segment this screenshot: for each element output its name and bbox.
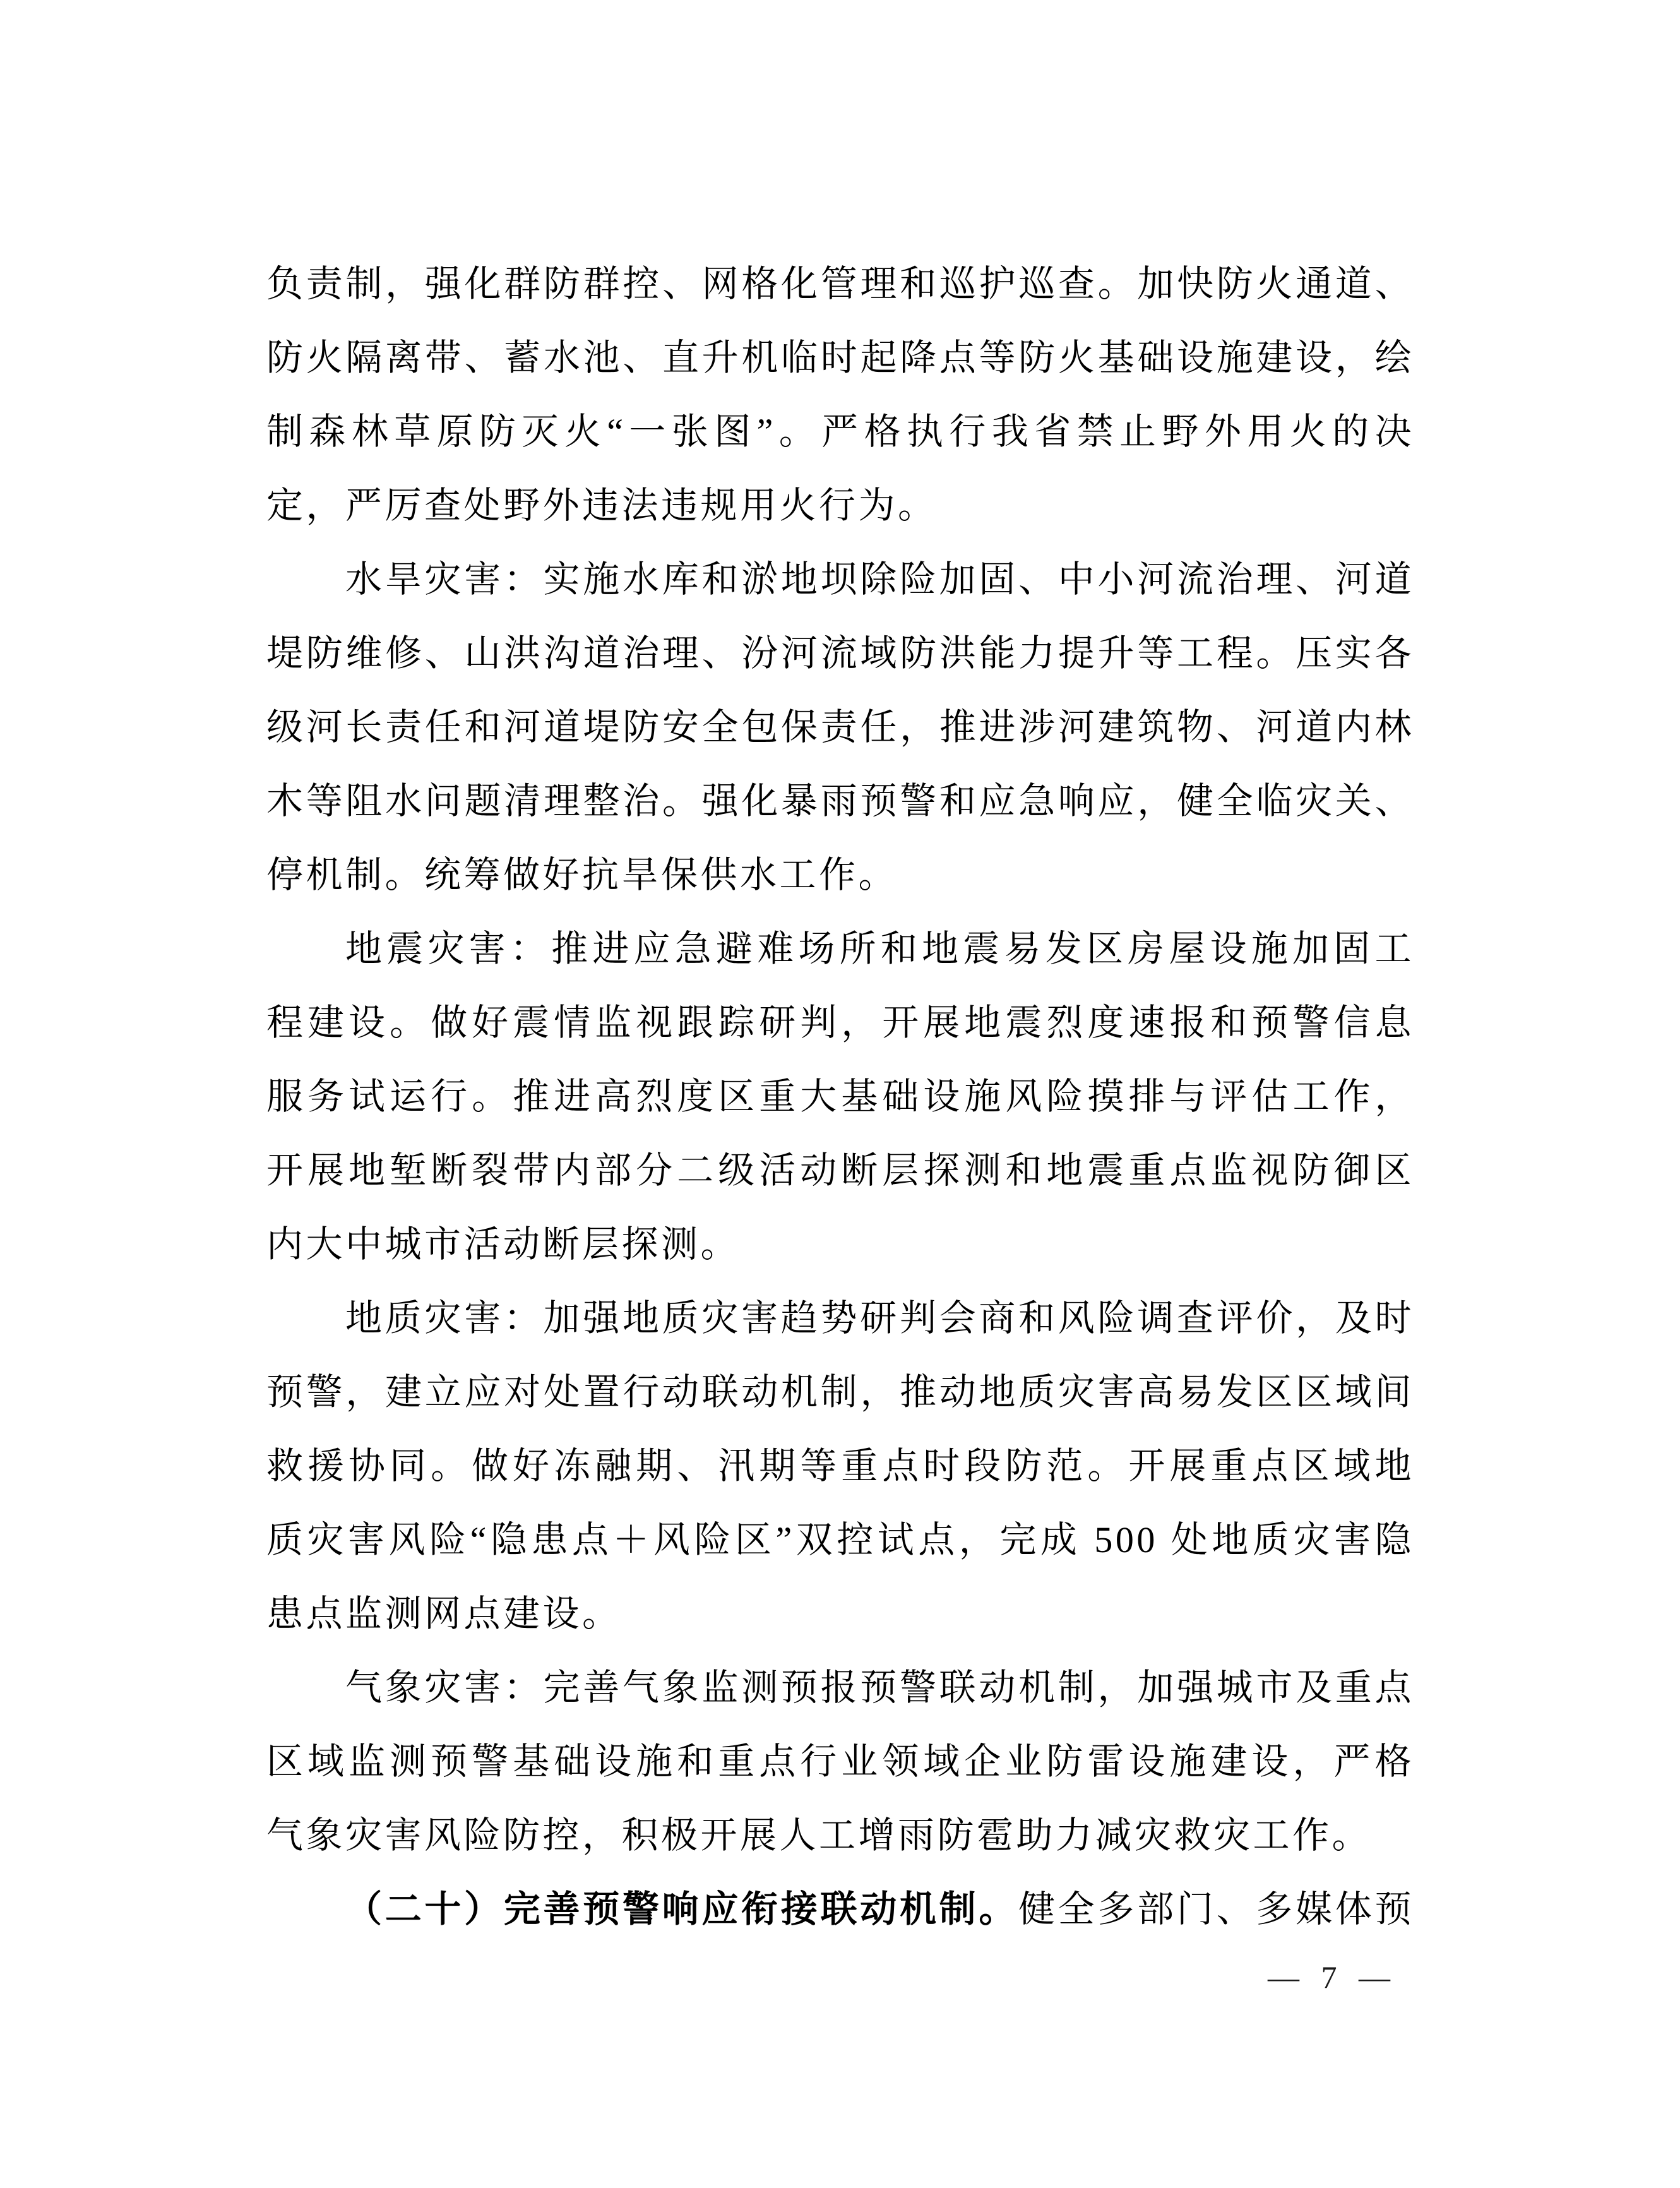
text-line: 气象灾害：完善气象监测预报预警联动机制，加强城市及重点: [345, 1667, 1414, 1708]
text-line: 质灾害风险“隐患点＋风险区”双控试点，完成 500 处地质灾害隐: [266, 1519, 1414, 1560]
text-line: 级河长责任和河道堤防安全包保责任，推进涉河建筑物、河道内林: [266, 707, 1414, 748]
text-line: 患点监测网点建设。: [266, 1593, 622, 1634]
section-heading: （二十）完善预警响应衔接联动机制。: [345, 1889, 1019, 1930]
text-line: 区域监测预警基础设施和重点行业领域企业防雷设施建设，严格: [266, 1741, 1414, 1782]
text-line: 救援协同。做好冻融期、汛期等重点时段防范。开展重点区域地: [266, 1445, 1414, 1486]
text-line: 堤防维修、山洪沟道治理、汾河流域防洪能力提升等工程。压实各: [266, 633, 1414, 674]
text-line: 服务试运行。推进高烈度区重大基础设施风险摸排与评估工作，: [266, 1076, 1414, 1117]
text-line: 木等阻水问题清理整治。强化暴雨预警和应急响应，健全临灾关、: [266, 780, 1414, 822]
text-line: 开展地堑断裂带内部分二级活动断层探测和地震重点监视防御区: [266, 1150, 1414, 1191]
text-line: [266, 1872, 1414, 1946]
text-run: 健全多部门、多媒体预: [1018, 1889, 1414, 1930]
page-number: — 7 —: [1268, 1959, 1390, 1995]
text-line: 水旱灾害：实施水库和淤地坝除险加固、中小河流治理、河道: [345, 559, 1414, 600]
text-line: 气象灾害风险防控，积极开展人工增雨防雹助力减灾救灾工作。: [266, 1815, 1372, 1856]
document-body: [266, 247, 1414, 1946]
text-line: 停机制。统筹做好抗旱保供水工作。: [266, 854, 898, 895]
text-line: 地震灾害：推进应急避难场所和地震易发区房屋设施加固工: [345, 928, 1414, 969]
text-line: 防火隔离带、蓄水池、直升机临时起降点等防火基础设施建设，绘: [266, 337, 1414, 378]
text-line: 制森林草原防灭火“一张图”。严格执行我省禁止野外用火的决: [266, 411, 1414, 452]
text-line: 内大中城市活动断层探测。: [266, 1224, 741, 1265]
text-line: 地质灾害：加强地质灾害趋势研判会商和风险调查评价，及时: [345, 1298, 1414, 1339]
text-line: 程建设。做好震情监视跟踪研判，开展地震烈度速报和预警信息: [266, 1002, 1414, 1043]
text-line: 预警，建立应对处置行动联动机制，推动地质灾害高易发区区域间: [266, 1372, 1414, 1413]
text-line: 定，严厉查处野外违法违规用火行为。: [266, 485, 938, 526]
text-line: 负责制，强化群防群控、网格化管理和巡护巡查。加快防火通道、: [266, 263, 1414, 304]
